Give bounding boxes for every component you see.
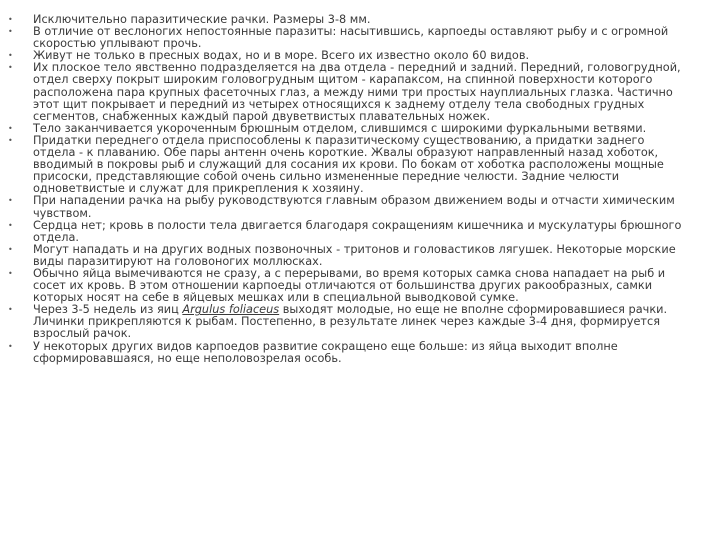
list-item [0,62,690,122]
bullet-list [0,14,690,365]
list-item-text: Тело заканчивается укороченным брюшным отделом, слившимся с широкими фуркальными ветвями. [33,121,647,135]
bullet-icon: • [8,27,13,37]
bullet-icon: • [8,244,13,254]
bullet-icon: • [8,135,13,145]
list-item [0,244,690,268]
species-name: Argulus foliaceus [182,303,280,317]
bullet-icon: • [8,268,13,278]
list-item-text: Исключительно паразитические рачки. Размеры 3-8 мм. [33,13,371,26]
list-item-text-part: выходят молодые, но еще не вполне сформировавшиеся рачки. Личинки прикрепляются к рыбам. Постепенно, в результате линек через каждые 3-4 дня, формируется взрослый рачок. [33,303,668,341]
list-item-text: Могут нападать и на других водных позвоночных - тритонов и головастиков лягушек. Некоторые морские виды паразитируют на головоногих моллюсках. [33,242,676,268]
list-item-text: Живут не только в пресных водах, но и в море. Всего их известно около 60 видов. [33,49,530,63]
list-item [0,268,690,304]
bullet-icon: • [8,196,13,206]
list-item-text: При нападении рачка на рыбу руководствуются главным образом движением воды и отчасти химическим чувством. [33,194,675,220]
list-item-text: В отличие от веслоногих непостоянные паразиты: насытившись, карпоеды оставляют рыбу и с огромной скоростью уплывают прочь. [33,25,669,51]
bullet-icon: • [8,15,13,24]
bullet-icon: • [8,123,13,133]
list-item-text-part: Через 3-5 недель из яиц [33,303,183,317]
list-item [0,341,690,365]
list-item [0,220,690,244]
list-item-text [33,304,690,340]
list-item [0,26,690,50]
list-item-text: У некоторых других видов карпоедов развитие сокращено еще больше: из яйца выходит вполне сформировавшаяся, но еще неполовозрелая особь. [33,339,618,365]
list-item [0,135,690,195]
bullet-icon: • [8,51,13,61]
bullet-icon: • [8,220,13,230]
list-item [0,195,690,219]
list-item-text: Сердца нет; кровь в полости тела двигается благодаря сокращениям кишечника и мускулатуры брюшного отдела. [33,218,682,244]
list-item-text: Их плоское тело явственно подразделяется на два отдела - передний и задний. Передний, головогрудной, отдел сверху покрыт широким головогрудным щитом - карапаксом, на спинной поверхности которого расположена пара крупных фасеточных глаз, а между ними три простых науплиальных глазка. Частично этот щит покрывает и передний из четырех относящихся к заднему отделу тела свободных грудных сегментов, снабженных каждый парой двуветвистых плавательных ножек. [33,61,681,123]
list-item-text: Обычно яйца вымечиваются не сразу, а с перерывами, во время которых самка снова нападает на рыб и сосет их кровь. В этом отношении карпоеды отличаются от большинства других ракообразных, самки которых носят на себе в яйцевых мешках или в специальной выводковой сумке. [33,266,666,305]
list-item [0,304,690,340]
bullet-icon: • [8,63,13,73]
bullet-icon: • [8,305,13,315]
list-item-text: Придатки переднего отдела приспособлены к паразитическому существованию, а придатки заднего отдела - к плаванию. Обе пары антенн очень короткие. Жвалы образуют направленный назад хоботок, вводимый в покровы рыб и служащий для сосания их крови. По бокам от хоботка расположены мощные присоски, представляющие собой очень сильно измененные передние челюсти. Задние челюсти одноветвистые и служат для прикрепления к хозяину. [33,133,664,196]
bullet-icon: • [8,341,13,351]
